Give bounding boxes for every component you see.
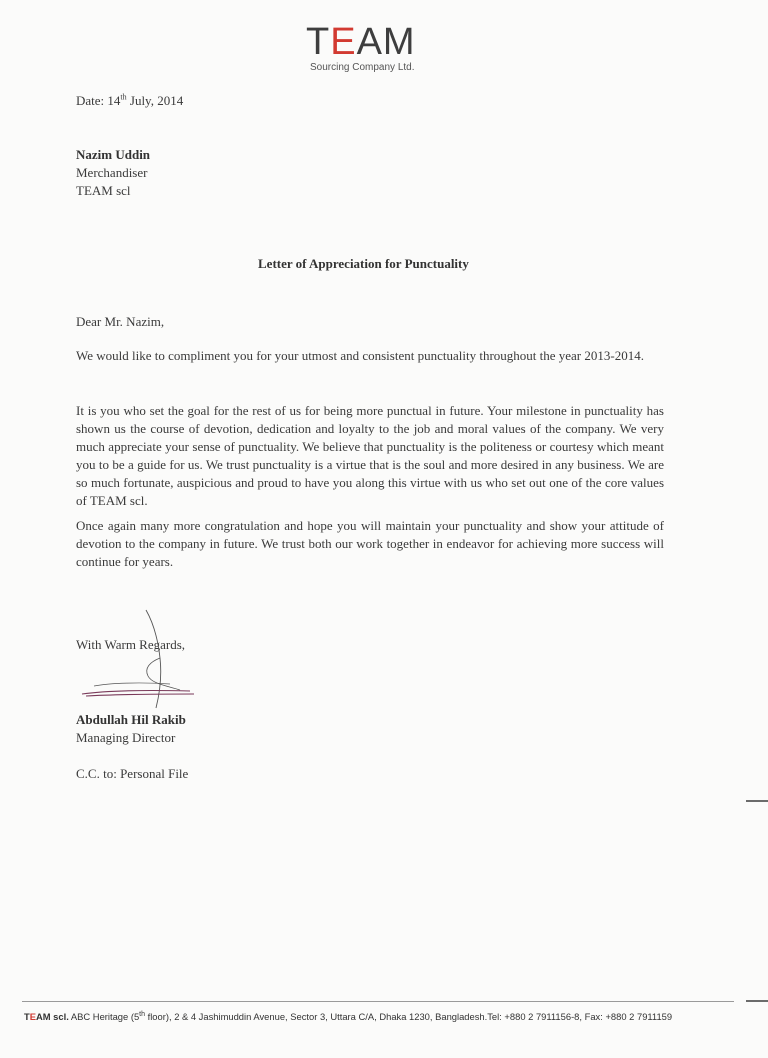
recipient-company: TEAM scl <box>76 183 131 198</box>
company-logo <box>306 22 446 74</box>
recipient-title: Merchandiser <box>76 165 148 180</box>
letter-subject: Letter of Appreciation for Punctuality <box>258 256 469 271</box>
scan-edge-mark <box>746 1000 768 1002</box>
signature-scribble <box>80 606 210 711</box>
logo-tagline: Sourcing Company Ltd. <box>310 62 415 73</box>
logo-wordmark: TEAM <box>306 21 416 63</box>
body-paragraph-1: We would like to compliment you for your utmost and consistent punctuality throughout the year 2013-2014. <box>76 348 644 363</box>
letter-date: Date: 14th July, 2014 <box>76 92 184 108</box>
recipient-name: Nazim Uddin <box>76 147 151 162</box>
body-paragraph-2: It is you who set the goal for the rest of us for being more punctual in future. Your milestone in punctuality has shown us the course of devotion, dedication and loyalty to the job and moral values of the company. We very much appreciate your sense of punctuality. We believe that punctuality is the politeness or courtesy which meant you to be a guide for us. We trust punctuality is a virtue that is the soul and more desired in any business. We are so much fortunate, auspicious and proud to have you along this virtue with us who set out one of the core values of TEAM scl. <box>76 403 664 508</box>
closing-regards: With Warm Regards, <box>76 637 186 652</box>
signer-block <box>76 711 186 747</box>
body-paragraph-3: Once again many more congratulation and hope you will maintain your punctuality and show your attitude of devotion to the company in future. We trust both our work together in endeavor for achieving more success will continue for years. <box>76 518 664 569</box>
signer-name: Abdullah Hil Rakib <box>76 712 186 727</box>
footer-brand: TEAM scl. <box>24 1011 69 1023</box>
footer-address: TEAM scl. ABC Heritage (5th floor), 2 & 4 Jashimuddin Avenue, Sector 3, Uttara C/A, Dhaka 1230, Bangladesh.Tel: +880 2 7911156-8, Fax: +880 2 7911159 <box>24 1011 673 1023</box>
scan-edge-mark <box>746 800 768 802</box>
signer-title: Managing Director <box>76 730 176 745</box>
salutation: Dear Mr. Nazim, <box>76 314 165 329</box>
recipient-block <box>76 146 150 200</box>
footer-divider <box>22 1001 734 1002</box>
cc-line: C.C. to: Personal File <box>76 766 189 781</box>
